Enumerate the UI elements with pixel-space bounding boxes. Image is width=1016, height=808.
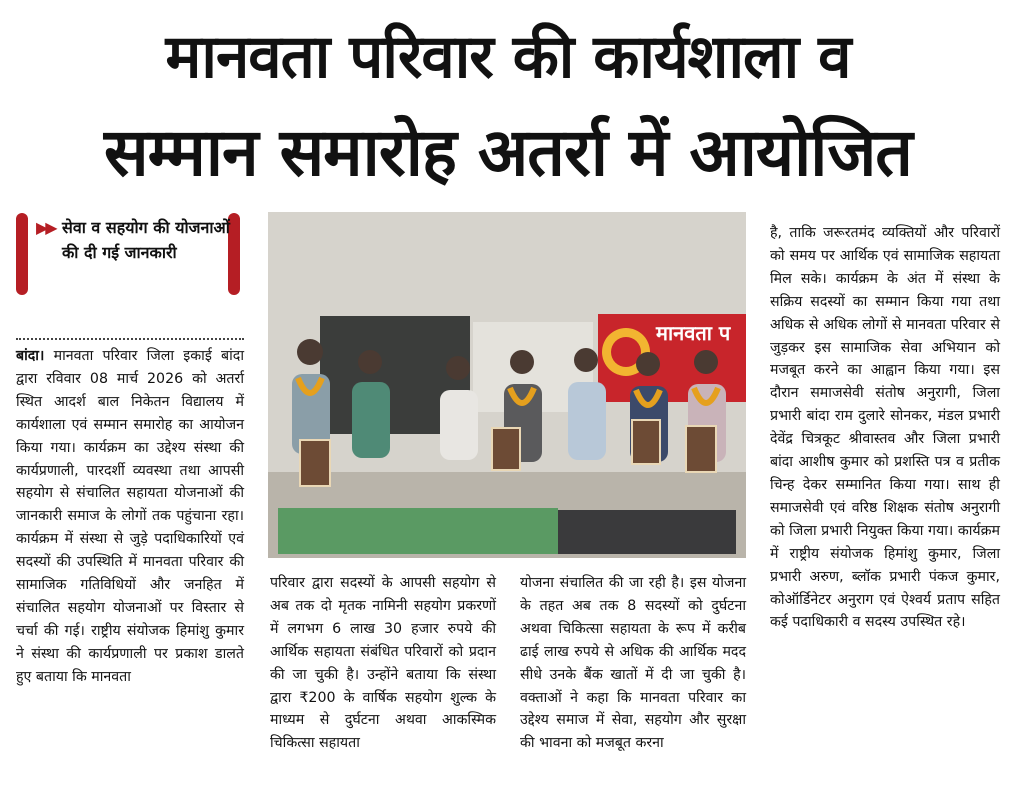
subheading-callout xyxy=(16,213,240,295)
event-photo xyxy=(268,212,746,558)
headline-line-2: सम्मान समारोह अतर्रा में आयोजित xyxy=(104,114,912,191)
dateline: बांदा। xyxy=(16,348,45,364)
column-1-text: मानवता परिवार जिला इकाई बांदा द्वारा रविवार 08 मार्च 2026 को अतर्रा स्थित आदर्श बाल निकेतन विद्यालय में कार्यशाला एवं सम्मान समारोह का आयोजन किया गया। कार्यक्रम का उद्देश्य संस्था की कार्यप्रणाली, पारदर्शी व्यवस्था तथा आपसी सहयोग से संचालित सहायता योजनाओं की जानकारी समाज के लोगों तक पहुंचाना रहा। कार्यक्रम में संस्था से जुड़े पदाधिकारियों एवं सदस्यों की उपस्थिति में मानवता परिवार की सामाजिक गतिविधियों और जनहित में संचालित सहयोग योजनाओं पर विस्तार से चर्चा की गई। राष्ट्रीय संयोजक हिमांशु कुमार ने संस्था की कार्यप्रणाली पर प्रकाश डालते हुए बताया कि मानवता xyxy=(16,348,244,685)
headline-line-1: मानवता परिवार की कार्यशाला व xyxy=(165,22,851,92)
article-column-4: है, ताकि जरूरतमंद व्यक्तियों और परिवारों को समय पर आर्थिक एवं सामाजिक सहायता मिल सके। कार्यक्रम के अंत में संस्था के सक्रिय सदस्यों का सम्मान किया गया तथा अधिक से अधिक लोगों से मानवता परिवार से जुड़कर इस सामाजिक सेवा अभियान को मजबूत करने का आह्वान किया गया। इस दौरान समाजसेवी संतोष अनुरागी, जिला प्रभारी बांदा राम दुलारे सोनकर, मंडल प्रभारी देवेंद्र चित्रकूट श्रीवास्तव और जिला प्रभारी बांदा आशीष कुमार को प्रशस्ति पत्र व प्रतीक चिन्ह देकर सम्मानित किया गया। साथ ही समाजसेवी एवं वरिष्ठ शिक्षक संतोष अनुरागी को जिला प्रभारी नियुक्त किया गया। कार्यक्रम में राष्ट्रीय संयोजक हिमांशु कुमार, जिला प्रभारी अरुण, ब्लॉक प्रभारी पंकज कुमार, कोऑर्डिनेटर अनुराग एवं ऐश्वर्य प्रताप सहित कई पदाधिकारी व सदस्य उपस्थित रहे। xyxy=(770,225,1000,631)
double-arrow-icon: ▶▶ xyxy=(36,218,55,237)
article-column-1 xyxy=(16,345,244,689)
article-column-2: परिवार द्वारा सदस्यों के आपसी सहयोग से अब तक दो मृतक नामिनी सहयोग प्रकरणों में लगभग 6 लाख 30 हजार रुपये की आर्थिक सहायता संबंधित परिवारों को प्रदान की जा चुकी है। उन्होंने बताया कि संस्था द्वारा ₹200 के वार्षिक सहयोग शुल्क के माध्यम से दुर्घटना अथवा आकस्मिक चिकित्सा सहायता xyxy=(270,575,496,752)
article-column-3: योजना संचालित की जा रही है। इस योजना के तहत अब तक 8 सदस्यों को दुर्घटना अथवा चिकित्सा सहायता के रूप में करीब ढाई लाख रुपये से अधिक की आर्थिक मदद सीधे उनके बैंक खातों में दी जा चुकी है। वक्ताओं ने कहा कि मानवता परिवार का उद्देश्य समाज में सेवा, सहयोग और सुरक्षा की भावना को मजबूत करना xyxy=(520,575,746,752)
banner-text: मानवता प xyxy=(656,321,731,345)
callout-text: सेवा व सहयोग की योजनाओं की दी गई जानकारी xyxy=(62,218,230,262)
dotted-divider xyxy=(16,338,244,340)
callout-left-bar xyxy=(16,213,28,295)
